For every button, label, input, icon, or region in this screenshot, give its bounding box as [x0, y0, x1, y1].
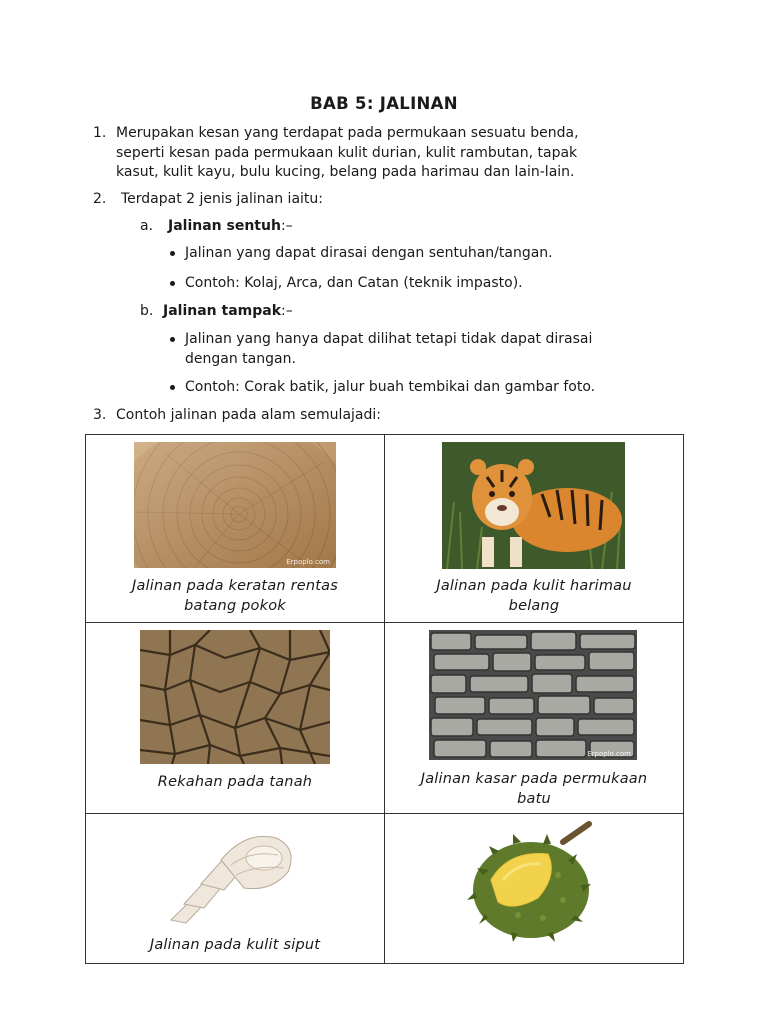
bullet-dot	[170, 251, 175, 256]
item1-line-1: Merupakan kesan yang terdapat pada permukaan sesuatu benda,	[116, 125, 579, 141]
item3-text: Contoh jalinan pada alam semulajadi:	[116, 407, 381, 423]
jalinan-sentuh-heading	[168, 217, 293, 237]
stone-wall-image	[429, 630, 637, 760]
item1-line-3: kasut, kulit kayu, bulu kucing, belang pada harimau dan lain-lain.	[116, 164, 575, 180]
caption-tiger	[385, 576, 683, 616]
watermark: Erpoplo.com	[587, 750, 631, 758]
tampak-bullet-1-line-2: dengan tangan.	[185, 351, 296, 367]
tampak-bullet-1-line-1: Jalinan yang hanya dapat dilihat tetapi tidak dapat dirasai	[185, 331, 593, 347]
list-number-1: 1.	[93, 125, 107, 141]
table-cell-durian	[385, 814, 684, 964]
tiger-image	[442, 442, 625, 569]
jalinan-tampak-heading	[163, 302, 293, 322]
jalinan-sentuh-suffix: :–	[280, 218, 293, 234]
sub-letter-b: b.	[140, 303, 154, 319]
caption-line: belang	[508, 598, 560, 614]
watermark: Erpoplo.com	[286, 558, 330, 566]
table-cell-tiger	[385, 435, 684, 623]
durian-image	[463, 820, 599, 942]
caption-line: Rekahan pada tanah	[157, 774, 313, 790]
caption-line: batu	[517, 791, 551, 807]
wood-cross-section-image	[134, 442, 336, 568]
caption-line: Jalinan pada keratan rentas	[131, 578, 338, 594]
caption-line: batang pokok	[184, 598, 286, 614]
caption-stone	[385, 769, 683, 809]
jalinan-sentuh-name: Jalinan sentuh	[168, 218, 281, 234]
page-title: BAB 5: JALINAN	[310, 94, 458, 113]
item1-line-2: seperti kesan pada permukaan kulit durian, kulit rambutan, tapak	[116, 145, 578, 161]
bullet-dot	[170, 385, 175, 390]
table-cell-soil	[86, 623, 385, 814]
jalinan-tampak-suffix: :–	[281, 303, 293, 319]
texture-examples-table	[85, 434, 684, 964]
list-number-2: 2.	[93, 191, 107, 207]
caption-line: Jalinan kasar pada permukaan	[420, 771, 648, 787]
table-cell-shell	[86, 814, 385, 964]
sub-letter-a: a.	[140, 218, 154, 234]
cracked-soil-image	[140, 630, 330, 764]
caption-line: Jalinan pada kulit harimau	[436, 578, 632, 594]
caption-wood	[86, 576, 384, 616]
list-number-3: 3.	[93, 407, 107, 423]
sentuh-bullet-1: Jalinan yang dapat dirasai dengan sentuhan/tangan.	[185, 245, 553, 261]
bullet-dot	[170, 281, 175, 286]
sentuh-bullet-2: Contoh: Kolaj, Arca, dan Catan (teknik impasto).	[185, 275, 523, 291]
bullet-dot	[170, 337, 175, 342]
caption-line: Jalinan pada kulit siput	[149, 937, 321, 953]
tampak-bullet-2: Contoh: Corak batik, jalur buah tembikai dan gambar foto.	[185, 379, 596, 395]
table-cell-wood	[86, 435, 385, 623]
table-cell-stone	[385, 623, 684, 814]
caption-shell	[86, 935, 384, 955]
item2-text: Terdapat 2 jenis jalinan iaitu:	[121, 191, 323, 207]
caption-soil	[86, 772, 384, 792]
seashell-image	[166, 820, 301, 932]
jalinan-tampak-name: Jalinan tampak	[163, 303, 282, 319]
